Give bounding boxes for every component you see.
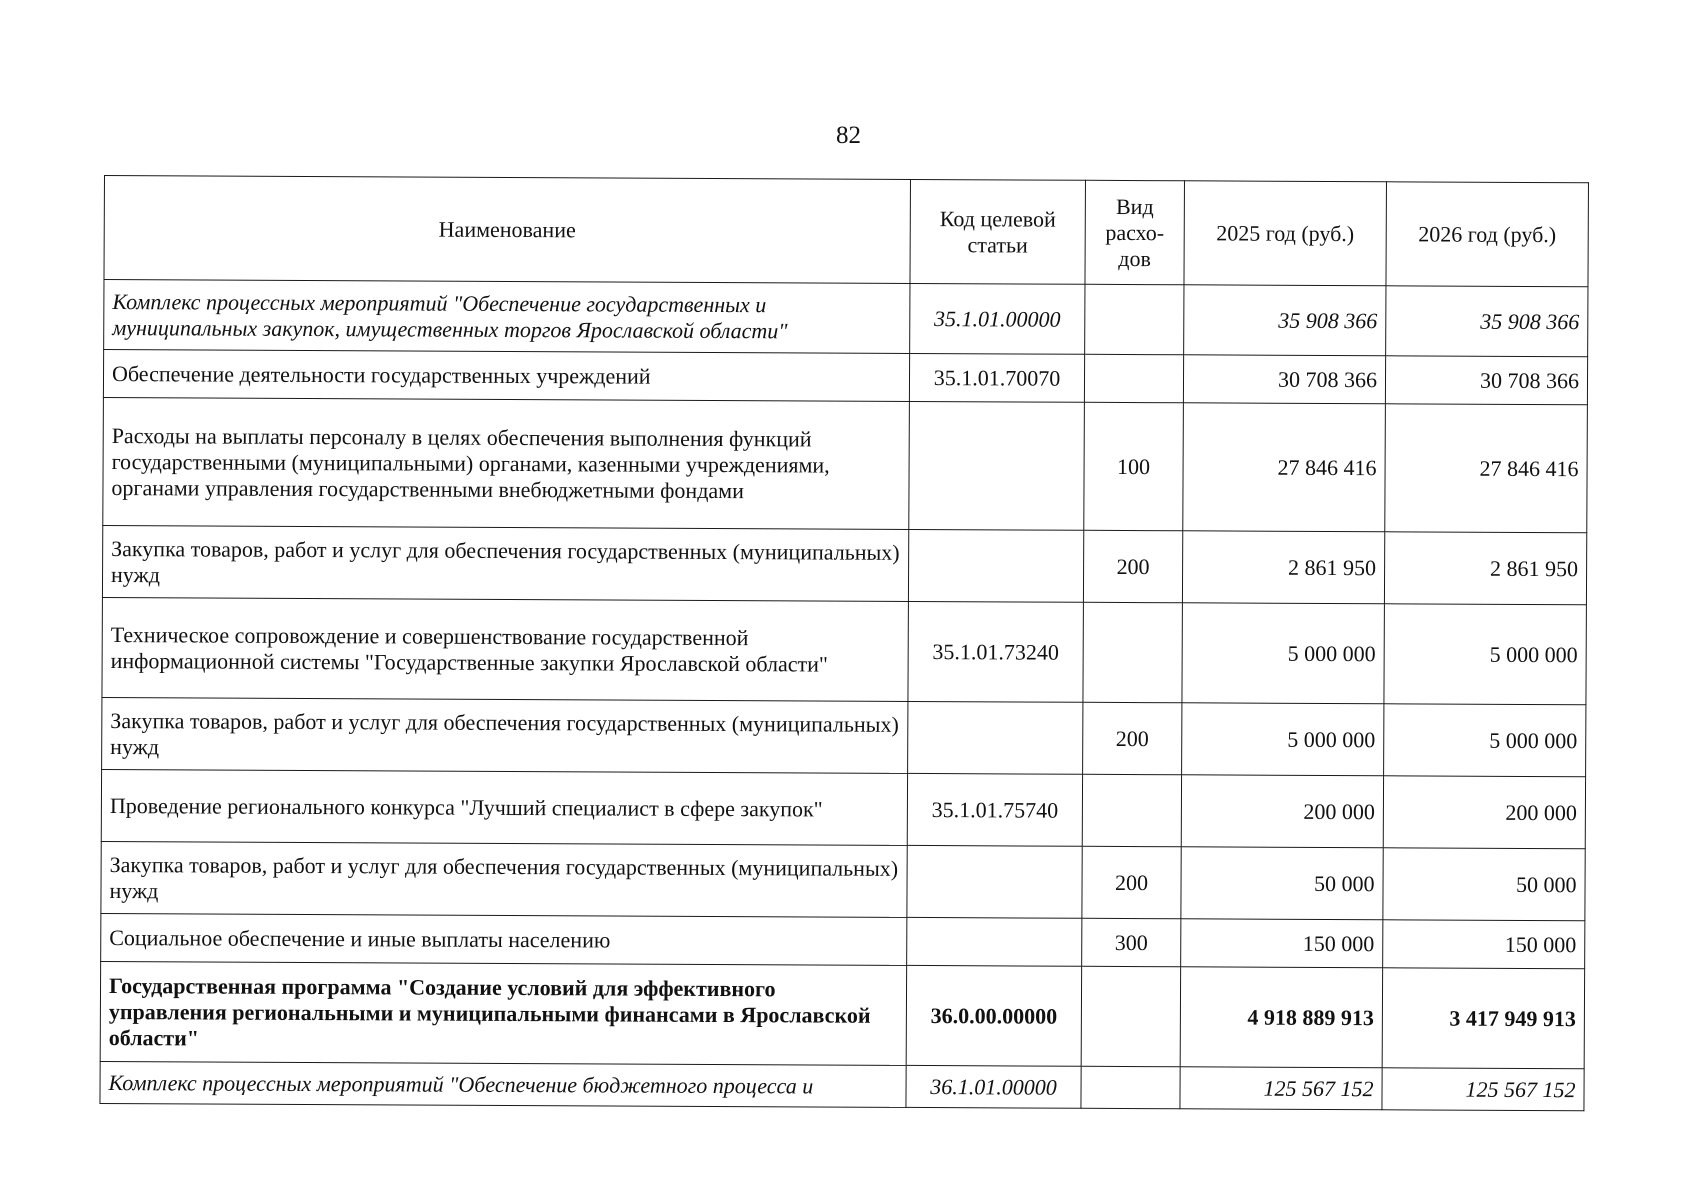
- row-amount-2025: 30 708 366: [1183, 355, 1385, 404]
- table-row: [103, 350, 1587, 405]
- row-type: [1082, 774, 1181, 846]
- row-amount-2026: 35 908 366: [1386, 286, 1588, 357]
- row-amount-2025: 5 000 000: [1182, 603, 1384, 704]
- row-type: 200: [1082, 846, 1181, 918]
- row-amount-2025: 150 000: [1181, 919, 1383, 968]
- row-name: Закупка товаров, работ и услуг для обеспечения государственных (муниципальных) нужд: [102, 525, 908, 601]
- header-type: Вид расхо-дов: [1085, 180, 1185, 284]
- row-amount-2026: 27 846 416: [1385, 404, 1588, 533]
- row-name: Социальное обеспечение и иные выплаты населению: [101, 913, 907, 965]
- table-row: [102, 525, 1586, 604]
- table-row: [101, 913, 1585, 968]
- table-row: [100, 1061, 1584, 1110]
- row-code: 35.1.01.75740: [907, 773, 1082, 846]
- row-name: Проведение регионального конкурса "Лучший специалист в сфере закупок": [101, 769, 907, 845]
- row-code: [909, 401, 1085, 530]
- table-row: [102, 597, 1586, 704]
- row-name: Расходы на выплаты персоналу в целях обеспечения выполнения функций государственными (муниципальными) органами, казенными учреждениями, органами управления государственными внебюджетными фондами: [103, 397, 910, 529]
- row-name: Закупка товаров, работ и услуг для обеспечения государственных (муниципальных) нужд: [101, 841, 907, 917]
- row-amount-2025: 35 908 366: [1184, 285, 1386, 356]
- row-amount-2026: 5 000 000: [1384, 704, 1586, 777]
- row-amount-2025: 4 918 889 913: [1180, 967, 1382, 1068]
- row-amount-2025: 5 000 000: [1182, 703, 1384, 776]
- row-amount-2026: 5 000 000: [1384, 604, 1586, 705]
- table-row: [102, 697, 1586, 776]
- row-type: 300: [1082, 918, 1181, 966]
- row-code: 36.0.00.00000: [906, 965, 1081, 1066]
- table-row: [104, 280, 1588, 357]
- row-name: Комплекс процессных мероприятий "Обеспечение бюджетного процесса и: [100, 1061, 906, 1107]
- header-name: Наименование: [104, 176, 910, 284]
- row-amount-2025: 200 000: [1181, 775, 1383, 848]
- header-year-2026: 2026 год (руб.): [1386, 182, 1589, 287]
- table-row: [101, 841, 1585, 920]
- row-code: 35.1.01.00000: [910, 283, 1085, 354]
- header-code: Код целевой статьи: [910, 179, 1086, 284]
- budget-table: [99, 175, 1589, 1111]
- page-number: 82: [836, 122, 861, 149]
- row-code: [908, 701, 1083, 774]
- row-code: 35.1.01.70070: [909, 353, 1084, 402]
- row-code: [908, 529, 1083, 602]
- row-name: Комплекс процессных мероприятий "Обеспечение государственных и муниципальных закупок, имущественных торгов Ярославской области": [104, 280, 910, 354]
- row-code: 35.1.01.73240: [908, 601, 1083, 702]
- row-amount-2026: 200 000: [1383, 776, 1585, 849]
- row-type: [1081, 966, 1180, 1066]
- header-year-2025: 2025 год (руб.): [1184, 181, 1387, 286]
- table-header-row: [104, 176, 1588, 287]
- row-code: [907, 845, 1082, 918]
- row-code: 36.1.01.00000: [906, 1065, 1081, 1108]
- row-name: Техническое сопровождение и совершенствование государственной информационной системы "Государственные закупки Ярославской области": [102, 597, 908, 701]
- row-type: [1085, 284, 1184, 354]
- row-amount-2026: 150 000: [1383, 920, 1585, 969]
- row-amount-2026: 2 861 950: [1384, 532, 1586, 605]
- table-row: [101, 769, 1585, 848]
- row-amount-2025: 2 861 950: [1182, 531, 1384, 604]
- row-type: [1084, 354, 1183, 402]
- row-type: [1081, 1066, 1180, 1108]
- row-type: 200: [1083, 702, 1182, 774]
- row-amount-2026: 50 000: [1383, 848, 1585, 921]
- table-row: [103, 397, 1588, 532]
- row-amount-2026: 125 567 152: [1382, 1068, 1584, 1111]
- row-name: Обеспечение деятельности государственных учреждений: [103, 350, 909, 402]
- row-type: [1083, 602, 1182, 702]
- row-amount-2025: 125 567 152: [1180, 1067, 1382, 1110]
- row-type: 100: [1084, 402, 1184, 530]
- row-code: [907, 917, 1082, 966]
- row-amount-2025: 27 846 416: [1183, 403, 1386, 532]
- row-name: Закупка товаров, работ и услуг для обеспечения государственных (муниципальных) нужд: [102, 697, 908, 773]
- row-type: 200: [1083, 530, 1182, 602]
- row-amount-2026: 3 417 949 913: [1382, 968, 1584, 1069]
- row-amount-2025: 50 000: [1181, 847, 1383, 920]
- row-amount-2026: 30 708 366: [1385, 356, 1587, 405]
- row-name: Государственная программа "Создание условий для эффективного управления региональными и муниципальными финансами в Ярославской области": [100, 961, 906, 1065]
- table-row: [100, 961, 1584, 1068]
